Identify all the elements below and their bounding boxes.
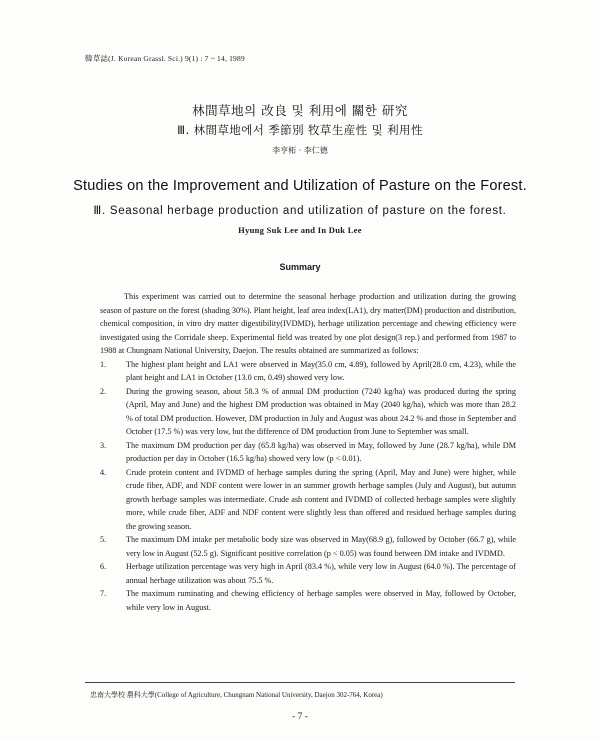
result-number: 2.: [100, 386, 107, 396]
result-number: 5.: [100, 535, 107, 544]
footnote-divider: [85, 682, 515, 683]
result-text: During the growing season, about 58.3 % of annual DM production (7240 kg/ha) was produced during the spring (April, May and June) and the highest DM production was obtained in May (2040 kg/ha), which was more than 28.2 % of total DM production. However, DM production in July and August was about 24.2 % and those in September and October (17.5 %) was very low, but the difference of DM production from June to September was small.: [126, 386, 516, 436]
affiliation-footnote: 忠南大學校 農科大學(College of Agriculture, Chungnam National University, Daejon 302-764, Korea): [90, 691, 383, 699]
result-item: [100, 533, 516, 560]
result-item: [100, 466, 516, 534]
result-item: [100, 385, 516, 439]
result-number: 1.: [100, 359, 107, 369]
summary-body: [100, 290, 516, 614]
result-number: 6.: [100, 562, 107, 571]
result-number: 4.: [100, 467, 107, 477]
english-subtitle: Ⅲ. Seasonal herbage production and utilization of pasture on the forest.: [93, 205, 507, 217]
results-list: [100, 358, 516, 615]
result-text: The maximum ruminating and chewing efficiency of herbage samples were observed in May, followed by October, while very low in August.: [126, 589, 516, 612]
korean-authors: 李亨柘 · 李仁德: [272, 146, 328, 155]
result-item: [100, 587, 516, 614]
english-authors: Hyung Suk Lee and In Duk Lee: [238, 225, 362, 235]
page-number: - 7 -: [292, 712, 308, 722]
summary-heading: Summary: [279, 262, 321, 272]
result-text: The highest plant height and LA1 were observed in May(35.0 cm, 4.89), followed by April(28.0 cm, 4.23), while the plant height and LA1 in October (13.0 cm, 0.49) showed very low.: [126, 359, 516, 382]
result-text: The maximum DM intake per metabolic body size was observed in May(68.9 g), followed by October (66.7 g), while very low in August (52.5 g). Significant positive correlation (p < 0.05) was found between DM intake and IVDMD.: [126, 535, 516, 558]
result-item: [100, 560, 516, 587]
result-number: 7.: [100, 589, 107, 598]
journal-citation: 韓草誌(J. Korean Grassl. Sci.) 9(1) : 7 ~ 14, 1989: [85, 54, 245, 63]
result-text: Crude protein content and IVDMD of herbage samples during the spring (April, May and June) were higher, while crude fiber, ADF, and NDF content were lower in an summer growth herbage samples (July and August), but autumn growth herbage samples was intermediate. Crude ash content and IVDMD of collected herbage samples were slightly more, while crude fiber, ADF and NDF content were slightly less than offered and residued herbage samples during the growing season.: [126, 467, 516, 531]
english-title: Studies on the Improvement and Utilization of Pasture on the Forest.: [73, 178, 527, 194]
result-text: Herbage utilization percentage was very high in April (83.4 %), while very low in August (64.0 %). The percentage of annual herbage utilization was about 75.5 %.: [126, 562, 516, 585]
result-item: [100, 439, 516, 466]
result-text: The maximum DM production per day (65.8 kg/ha) was observed in May, followed by June (28.7 kg/ha), while DM production per day in October (16.5 kg/ha) showed very low (p < 0.01).: [126, 440, 516, 463]
summary-intro: This experiment was carried out to determine the seasonal herbage production and utilization during the growing season of pasture on the forest (shading 30%). Plant height, leaf area index(LA1), dry matter(DM) production and distribution, chemical composition, in vitro dry matter digestibility(IVDMD), herbage utilization percentage and chewing efficiency were investigated using the Corridale sheep. Experimental field was treated by one plot design(3 rep.) and performed from 1987 to 1988 at Chungnam National University, Daejon. The results obtained are summarized as follows:: [100, 292, 516, 355]
korean-title: 林間草地의 改良 및 利用에 關한 研究: [192, 103, 408, 118]
result-item: [100, 358, 516, 385]
korean-subtitle: Ⅲ. 林間草地에서 季節別 牧草生産性 및 利用性: [177, 123, 423, 137]
result-number: 3.: [100, 440, 107, 450]
